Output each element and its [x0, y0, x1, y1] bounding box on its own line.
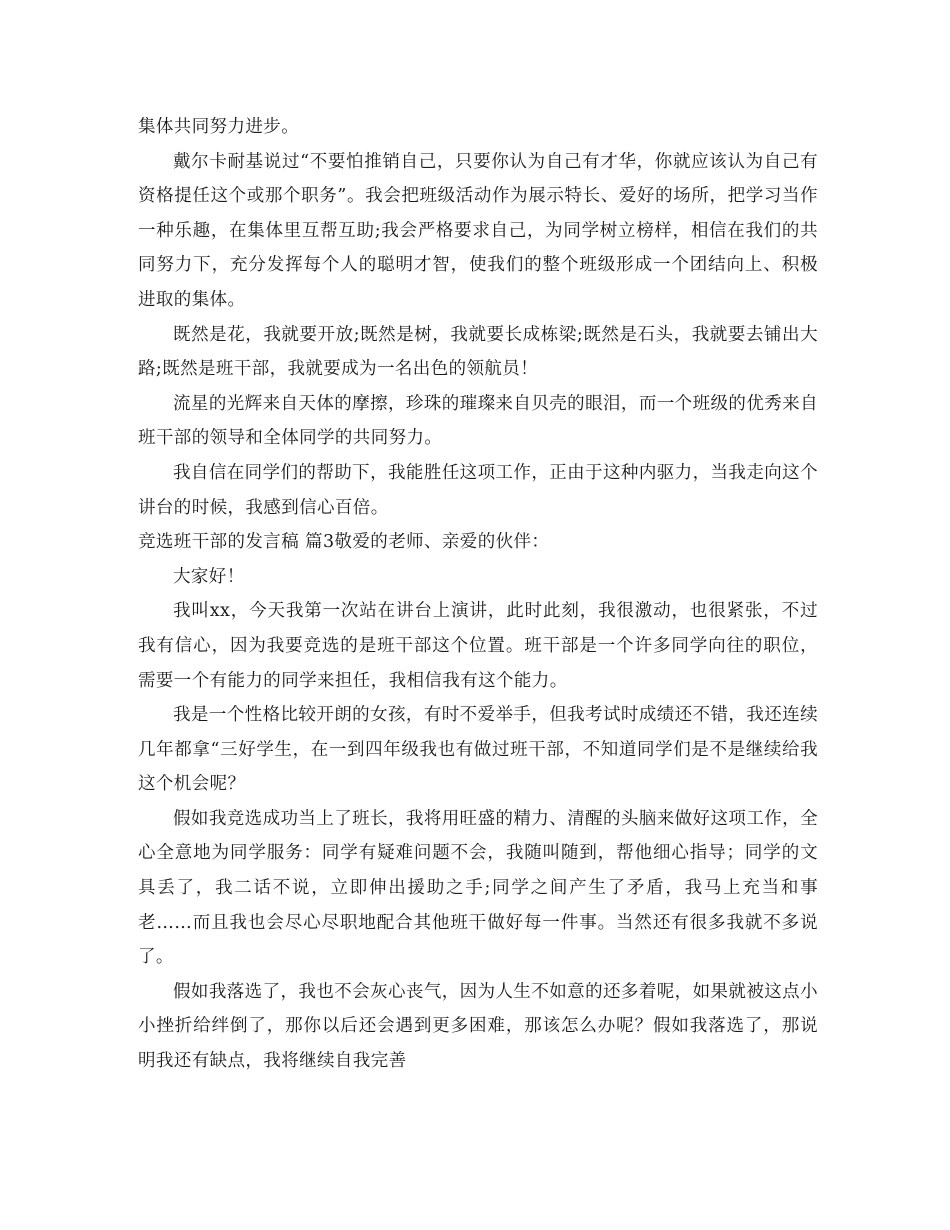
section-heading: 竞选班干部的发言稿 篇3敬爱的老师、亲爱的伙伴： [138, 532, 550, 553]
paragraph: 既然是花，我就要开放;既然是树，我就要长成栋梁;既然是石头，我就要去铺出大路;既然是班干部，我就要成为一名出色的领航员！ [138, 324, 818, 380]
greeting: 大家好！ [173, 566, 245, 587]
paragraph: 我是一个性格比较开朗的女孩，有时不爱举手，但我考试时成绩还不错，我还连续几年都拿“三好学生，在一到四年级我也有做过班干部，不知道同学们是不是继续给我这个机会呢？ [138, 705, 818, 795]
paragraph: 我自信在同学们的帮助下，我能胜任这项工作，正由于这种内驱力，当我走向这个讲台的时候，我感到信心百倍。 [138, 462, 818, 518]
paragraph: 集体共同努力进步。 [138, 117, 300, 137]
paragraph: 假如我竞选成功当上了班长，我将用旺盛的精力、清醒的头脑来做好这项工作，全心全意地为同学服务：同学有疑难问题不会，我随叫随到，帮他细心指导；同学的文具丢了，我二话不说，立即伸出援助之手;同学之间产生了矛盾，我马上充当和事老……而且我也会尽心尽职地配合其他班干做好每一件事。当然还有很多我就不多说了。 [138, 808, 818, 968]
paragraph: 戴尔卡耐基说过“不要怕推销自己，只要你认为自己有才华，你就应该认为自己有资格提任这个或那个职务”。我会把班级活动作为展示特长、爱好的场所，把学习当作一种乐趣，在集体里互帮互助;我会严格要求自己，为同学树立榜样，相信在我们的共同努力下，充分发挥每个人的聪明才智，使我们的整个班级形成一个团结向上、积极进取的集体。 [138, 151, 818, 310]
paragraph: 我叫xx，今天我第一次站在讲台上演讲，此时此刻，我很激动，也很紧张，不过我有信心，因为我要竞选的是班干部这个位置。班干部是一个许多同学向往的职位，需要一个有能力的同学来担任，我相信我有这个能力。 [138, 601, 818, 691]
document-body [138, 110, 818, 1079]
paragraph: 流星的光辉来自天体的摩擦，珍珠的璀璨来自贝壳的眼泪，而一个班级的优秀来自班干部的领导和全体同学的共同努力。 [138, 393, 818, 449]
paragraph: 假如我落选了，我也不会灰心丧气，因为人生不如意的还多着呢，如果就被这点小小挫折给绊倒了，那你以后还会遇到更多困难，那该怎么办呢？假如我落选了，那说明我还有缺点，我将继续自我完善 [138, 981, 818, 1072]
